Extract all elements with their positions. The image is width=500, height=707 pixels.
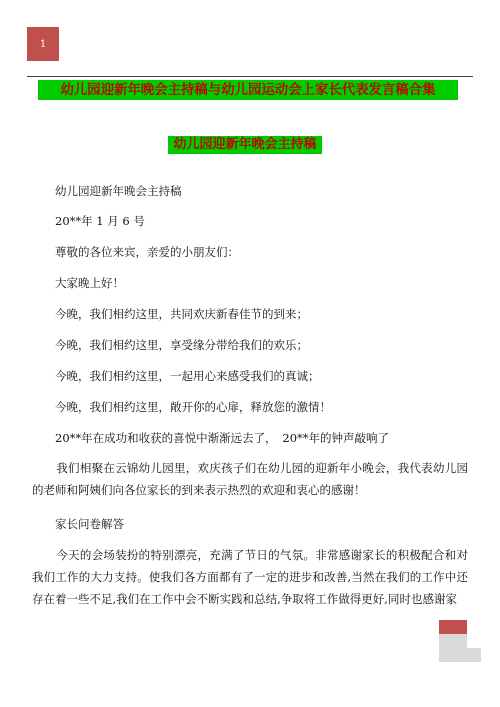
page-number-badge: 1: [27, 27, 59, 61]
paragraph-welcome: [32, 457, 468, 501]
corner-decoration-square: [439, 634, 453, 648]
corner-decoration-square: [439, 620, 453, 634]
paragraph-thanks-text: 今天的会场装扮的特别漂亮，充满了节日的气氛。非常感谢家长的积极配合和对我们工作的大力支持。使我们各方面都有了一定的进步和改善,当然在我们的工作中还存在着一些不足,我们在工作中会不断实践和总结,争取将工作做得更好,同时也感谢家: [32, 548, 468, 606]
text-line-new-year: 20**年在成功和收获的喜悦中渐渐远去了， 20**年的钟声敲响了: [55, 431, 390, 445]
heading-parent-survey: 家长问卷解答: [55, 517, 124, 531]
corner-decoration-square: [453, 648, 467, 662]
header-divider: [27, 76, 473, 77]
text-line-title: 幼儿园迎新年晚会主持稿: [55, 184, 182, 198]
document-title: 幼儿园迎新年晚会主持稿与幼儿园运动会上家长代表发言稿合集: [38, 80, 458, 100]
section-title: 幼儿园迎新年晚会主持稿: [168, 136, 322, 154]
text-line-tonight-2: 今晚，我们相约这里，享受缘分带给我们的欢乐；: [55, 338, 308, 352]
text-line-good-evening: 大家晚上好！: [55, 276, 124, 290]
text-line-tonight-4: 今晚，我们相约这里，敞开你的心扉，释放您的激情！: [55, 400, 331, 414]
paragraph-welcome-text: 我们相聚在云锦幼儿园里，欢庆孩子们在幼儿园的迎新年小晚会，我代表幼儿园的老师和阿姨们向各位家长的到来表示热烈的欢迎和衷心的感谢！: [32, 461, 468, 497]
text-line-tonight-1: 今晚，我们相约这里，共同欢庆新春佳节的到来；: [55, 307, 308, 321]
text-line-greeting: 尊敬的各位来宾，亲爱的小朋友们：: [55, 245, 239, 259]
corner-decoration-square: [453, 620, 467, 634]
corner-decoration-square: [467, 648, 481, 662]
paragraph-thanks: [32, 544, 468, 610]
text-line-date: 20**年 1 月 6 号: [55, 214, 145, 228]
corner-decoration-square: [453, 634, 467, 648]
text-line-tonight-3: 今晚，我们相约这里，一起用心来感受我们的真诚；: [55, 369, 320, 383]
corner-decoration-square: [439, 648, 453, 662]
